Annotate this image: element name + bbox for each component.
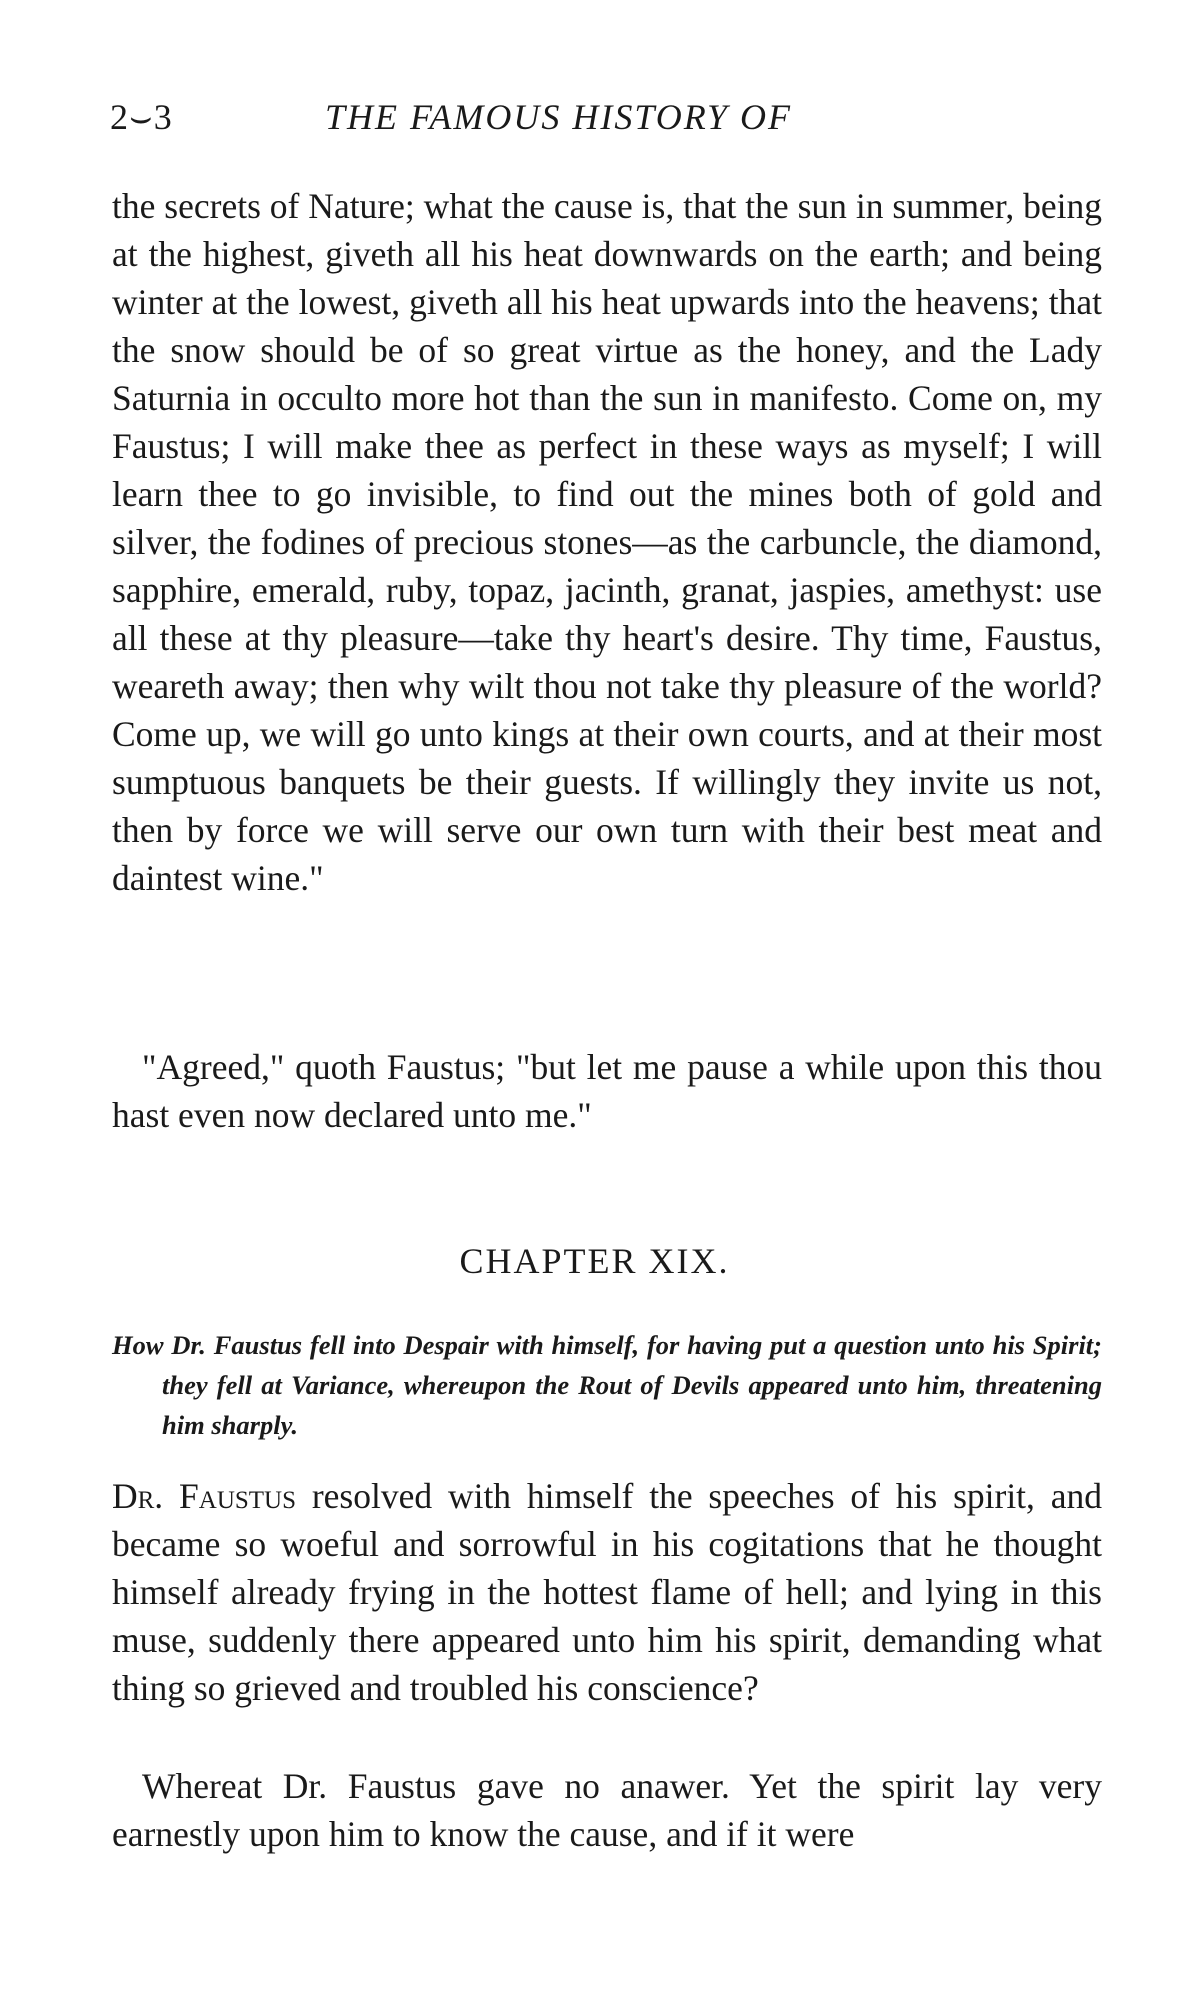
running-title: THE FAMOUS HISTORY OF [325, 97, 793, 137]
paragraph-faustus-reply [112, 1043, 1102, 1139]
opening-small-caps: Dr. Faustus [112, 1476, 297, 1516]
paragraph-text: "Agreed," quoth Faustus; "but let me pause a while upon this thou hast even now declared unto me." [112, 1047, 1102, 1135]
chapter-opening-paragraph [112, 1472, 1102, 1712]
running-head [110, 96, 1100, 146]
paragraph-text: resolved with himself the speeches of his spirit, and became so woeful and sorrowful in his cogitations that he thought himself already frying in the hottest flame of hell; and lying in this muse, suddenly there appeared unto him his spirit, demanding what thing so grieved and troubled his conscience? [112, 1476, 1103, 1708]
chapter-summary: How Dr. Faustus fell into Despair with himself, for having put a question unto his Spirit; they fell at Variance, whereupon the Rout of Devils appeared unto him, threatening him sharply. [112, 1330, 1102, 1440]
chapter-heading: CHAPTER XIX. [459, 1241, 730, 1281]
paragraph-continued-speech: the secrets of Nature; what the cause is, that the sun in summer, being at the highest, giveth all his heat downwards on the earth; and being winter at the lowest, giveth all his heat upwards into the heavens; that the snow should be of so great virtue as the honey, and the Lady Saturnia in occulto more hot than the sun in manifesto. Come on, my Faustus; I will make thee as perfect in these ways as myself; I will learn thee to go invisible, to find out the mines both of gold and silver, the fodines of precious stones—as the carbuncle, the diamond, sapphire, emerald, ruby, topaz, jacinth, granat, jaspies, amethyst: use all these at thy pleasure—take thy heart's desire. Thy time, Faustus, weareth away; then why wilt thou not take thy pleasure of the world? Come up, we will go unto kings at their own courts, and at their most sumptuous banquets be their guests. If willingly they invite us not, then by force we will serve our own turn with their best meat and daintest wine." [112, 186, 1102, 898]
page-number: 2⌣3 [110, 97, 173, 137]
paragraph-whereat [112, 1762, 1102, 1858]
paragraph-text: Whereat Dr. Faustus gave no anawer. Yet the spirit lay very earnestly upon him to know the cause, and if it were [112, 1766, 1102, 1854]
